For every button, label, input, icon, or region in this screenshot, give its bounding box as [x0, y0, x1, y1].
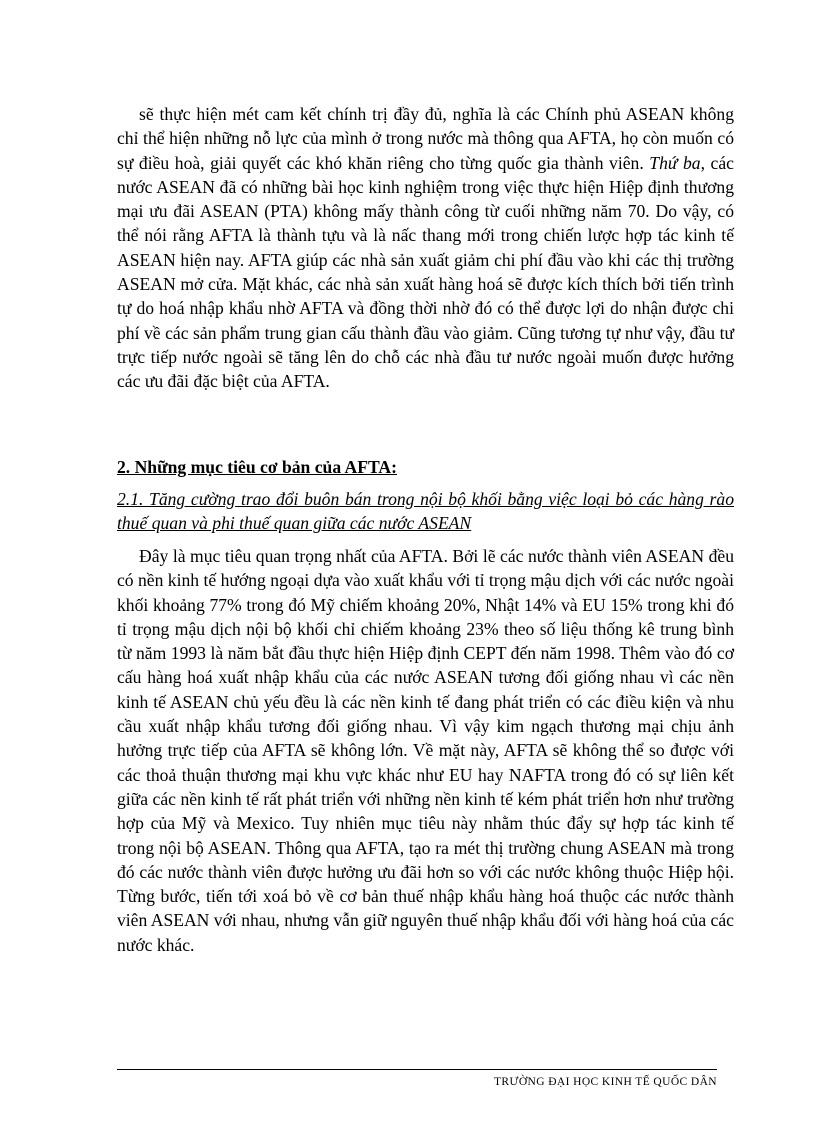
footer-divider — [117, 1069, 717, 1070]
section-heading: 2. Những mục tiêu cơ bản của AFTA: — [117, 457, 397, 477]
body-paragraph-1 — [117, 102, 734, 394]
paragraph-1-emphasis: Thứ ba — [649, 152, 701, 173]
paragraph-1-lead: sẽ thực hiện mét cam kết chính trị đầy đủ, nghĩa là các Chính phủ ASEAN không chỉ thể hiện những nỗ lực của mình ở trong nước mà thông qua AFTA, họ còn muốn có sự điều hoà, giải quyết các khó khăn riêng cho từng quốc gia thành viên. — [117, 104, 734, 173]
footer-institution: TRƯỜNG ĐẠI HỌC KINH TẾ QUỐC DÂN — [494, 1076, 717, 1088]
paragraph-1-rest: , các nước ASEAN đã có những bài học kinh nghiệm trong việc thực hiện Hiệp định thương mại ưu đãi ASEAN (PTA) không mấy thành công từ cuối những năm 70. Do vậy, có thể nói rằng AFTA là thành tựu và là nấc thang mới trong chiến lược hợp tác kinh tế ASEAN hiện nay. AFTA giúp các nhà sản xuất giảm chi phí đầu vào khi các thị trường ASEAN mở cửa. Mặt khác, các nhà sản xuất hàng hoá sẽ được kích thích bởi tiến trình tự do hoá nhập khẩu nhờ AFTA và đồng thời nhờ đó có thể được lợi do nhận được chi phí về các sản phẩm trung gian cấu thành đầu vào giảm. Cũng tương tự như vậy, đầu tư trực tiếp nước ngoài sẽ tăng lên do chỗ các nhà đầu tư nước ngoài muốn được hưởng các ưu đãi đặc biệt của AFTA. — [117, 152, 734, 392]
body-paragraph-2: Đây là mục tiêu quan trọng nhất của AFTA. Bởi lẽ các nước thành viên ASEAN đều có nền kinh tế hướng ngoại dựa vào xuất khẩu với tỉ trọng mậu dịch với các nước ngoài khối khoảng 77% trong đó Mỹ chiếm khoảng 20%, Nhật 14% và EU 15% trong khi đó tỉ trọng mậu dịch nội bộ khối chỉ chiếm khoảng 23% theo số liệu thống kê trung bình từ năm 1993 là năm bắt đầu thực hiện Hiệp định CEPT đến năm 1998. Thêm vào đó cơ cấu hàng hoá xuất nhập khẩu của các nước ASEAN tương đối giống nhau vì các nền kinh tế ASEAN chủ yếu đều là các nền kinh tế đang phát triển có các điều kiện và nhu cầu xuất nhập khẩu tương đối giống nhau. Vì vậy kim ngạch thương mại chịu ảnh hưởng trực tiếp của AFTA sẽ không lớn. Về mặt này, AFTA sẽ không thể so được với các thoả thuận thương mại khu vực khác như EU hay NAFTA trong đó có sự liên kết giữa các nền kinh tế rất phát triển với những nền kinh tế kém phát triển hơn như trường hợp của Mỹ và Mexico. Tuy nhiên mục tiêu này nhằm thúc đẩy sự hợp tác kinh tế trong nội bộ ASEAN. Thông qua AFTA, tạo ra mét thị trường chung ASEAN mà trong đó các nước thành viên được hưởng ưu đãi hơn so với các nước không thuộc Hiệp hội. Từng bước, tiến tới xoá bỏ về cơ bản thuế nhập khẩu hàng hoá thuộc các nước thành viên ASEAN với nhau, nhưng vẫn giữ nguyên thuế nhập khẩu đối với hàng hoá của các nước khác. — [117, 546, 734, 955]
subsection-heading: 2.1. Tăng cường trao đổi buôn bán trong nội bộ khối bằng việc loại bỏ các hàng rào thuế quan và phi thuế quan giữa các nước ASEAN — [117, 489, 734, 533]
